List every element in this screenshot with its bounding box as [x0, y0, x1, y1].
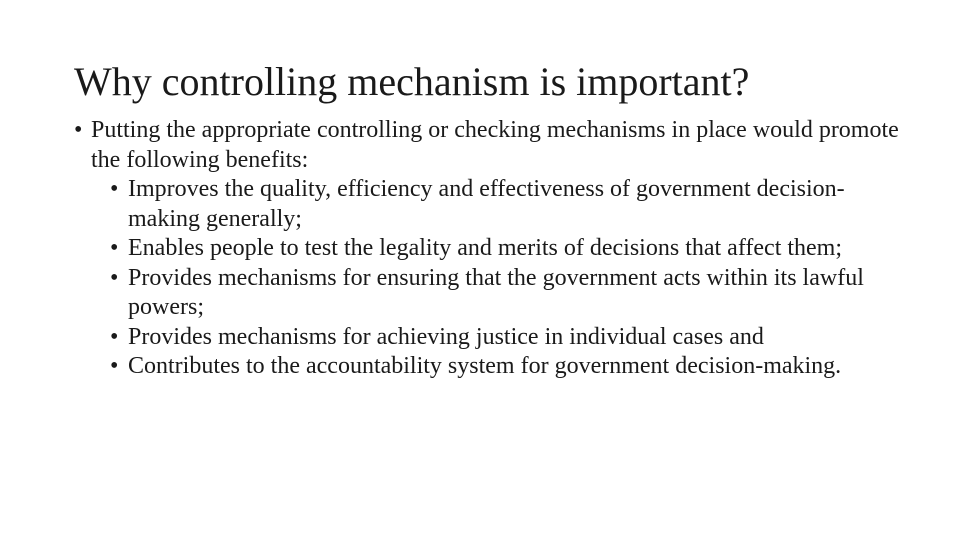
benefit-item — [110, 323, 904, 353]
intro-text: Putting the appropriate controlling or checking mechanisms in place would promote the following benefits: — [91, 117, 899, 173]
bullet-icon: • — [110, 235, 119, 261]
intro-bullet — [74, 116, 904, 175]
slide-title: Why controlling mechanism is important? — [74, 59, 750, 104]
bullet-icon: • — [110, 353, 119, 379]
bullet-icon: • — [110, 264, 119, 291]
benefit-item — [110, 352, 904, 382]
bullet-icon: • — [74, 117, 83, 143]
bullet-list — [74, 116, 904, 382]
benefit-text: Improves the quality, efficiency and effectiveness of government decision- making generally; — [128, 176, 845, 232]
bullet-icon: • — [110, 323, 119, 350]
benefit-text: Contributes to the accountability system for government decision-making. — [128, 353, 842, 379]
benefit-item — [110, 264, 904, 323]
benefit-text: Provides mechanisms for achieving justice in individual cases and — [128, 323, 764, 350]
benefit-text: Enables people to test the legality and merits of decisions that affect them; — [128, 235, 843, 261]
benefit-item — [110, 234, 904, 264]
benefit-item — [110, 175, 904, 234]
bullet-icon: • — [110, 176, 119, 202]
benefit-text: Provides mechanisms for ensuring that the government acts within its lawful powers; — [128, 264, 864, 320]
